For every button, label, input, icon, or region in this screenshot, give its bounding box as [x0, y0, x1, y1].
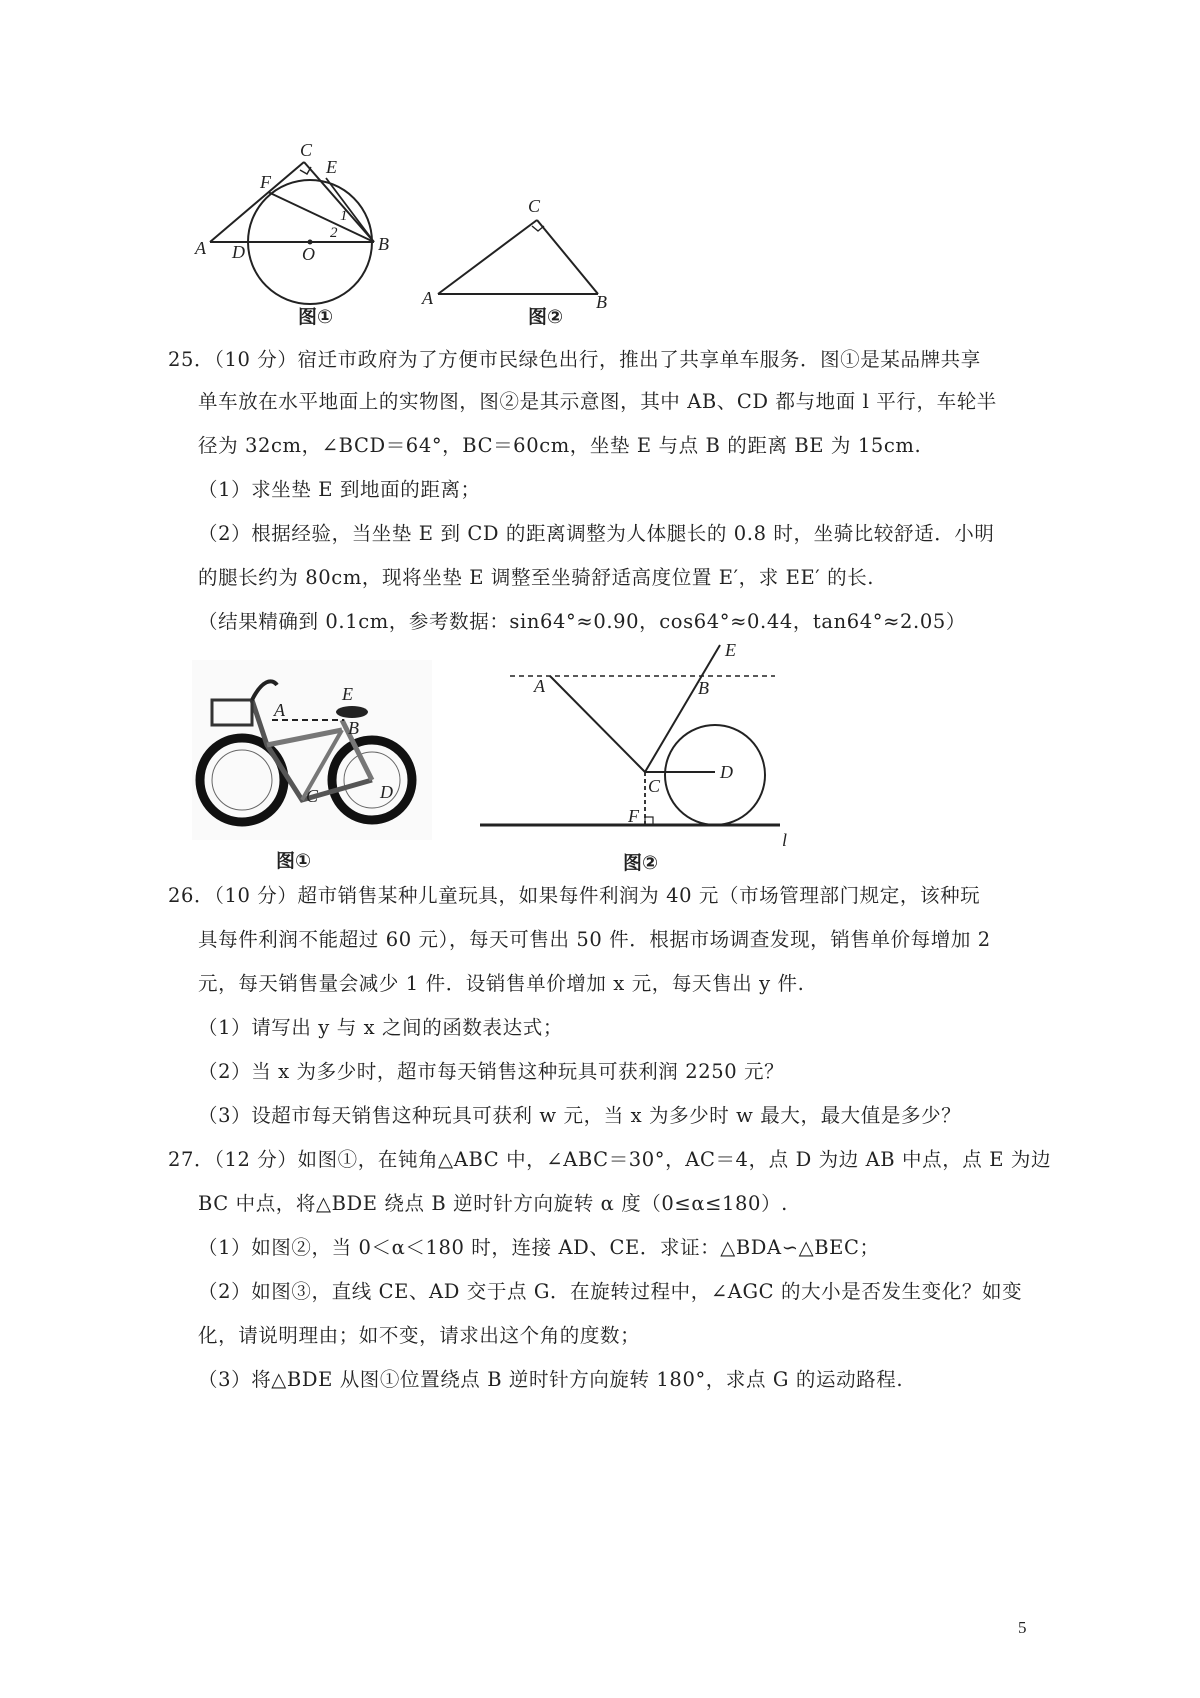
label-B: B [596, 292, 607, 310]
top-figure-1 [190, 140, 400, 370]
label-B: B [378, 234, 389, 254]
q25-line-2: 单车放在水平地面上的实物图，图②是其示意图，其中 AB、CD 都与地面 l 平行，车轮半 [198, 390, 997, 413]
photo-caption: 图① [276, 850, 312, 872]
photo-label-C: C [306, 786, 319, 806]
photo-label-E: E [342, 684, 353, 704]
q25-line-6: 的腿长约为 80cm，现将坐垫 E 调整至坐骑舒适高度位置 E′，求 EE′ 的长. [198, 566, 875, 589]
q26-line-3: 元，每天销售量会减少 1 件．设销售单价增加 x 元，每天售出 y 件. [198, 972, 805, 995]
q27-line-2: BC 中点，将△BDE 绕点 B 逆时针方向旋转 α 度（0≤α≤180）. [198, 1192, 788, 1215]
bike-photo-drawing [192, 660, 432, 840]
q27-sub-1: （1）如图②，当 0＜α＜180 时，连接 AD、CE．求证：△BDA∽△BEC； [198, 1236, 880, 1259]
top-figure-2 [420, 180, 640, 370]
schematic-label-C: C [648, 776, 661, 796]
schematic-label-F: F [628, 806, 639, 826]
label-C: C [528, 196, 541, 216]
photo-label-D: D [380, 782, 393, 802]
photo-label-A: A [274, 700, 285, 720]
q26-line-2: 具每件利润不能超过 60 元），每天可售出 50 件．根据市场调查发现，销售单价每增加 2 [198, 928, 991, 951]
question-26 [168, 882, 1048, 1132]
question-25 [168, 346, 1048, 646]
q26-sub-1: （1）请写出 y 与 x 之间的函数表达式； [198, 1016, 563, 1039]
schematic-label-E: E [725, 640, 736, 660]
label-O: O [302, 244, 315, 264]
q27-sub-2: （2）如图③，直线 CE、AD 交于点 G．在旋转过程中，∠AGC 的大小是否发生变化？如变 [198, 1280, 1023, 1303]
figure-caption: 图① [298, 306, 334, 328]
page-number: 5 [1018, 1618, 1027, 1637]
angle-label-2: 2 [330, 225, 338, 241]
q27-line-1: 27．（12 分）如图①，在钝角△ABC 中，∠ABC＝30°，AC＝4，点 D 为边 AB 中点，点 E 为边 [168, 1148, 1052, 1171]
q27-line-5: 化，请说明理由；如不变，请求出这个角的度数； [198, 1324, 641, 1347]
label-A: A [422, 288, 433, 308]
q26-sub-3: （3）设超市每天销售这种玩具可获利 w 元，当 x 为多少时 w 最大，最大值是多少？ [198, 1104, 962, 1127]
q27-sub-3: （3）将△BDE 从图①位置绕点 B 逆时针方向旋转 180°，求点 G 的运动路程. [198, 1368, 904, 1391]
q25-line-1: 25．（10 分）宿迁市政府为了方便市民绿色出行，推出了共享单车服务．图①是某品牌共享 [168, 348, 981, 371]
q25-line-3: 径为 32cm，∠BCD＝64°，BC＝60cm，坐垫 E 与点 B 的距离 BE 为 15cm. [198, 434, 922, 457]
q25-sub-1: （1）求坐垫 E 到地面的距离； [198, 478, 481, 501]
ground-label-l: l [782, 830, 788, 850]
label-F: F [260, 172, 271, 192]
q25-reference-data: （结果精确到 0.1cm，参考数据：sin64°≈0.90，cos64°≈0.44，tan64°≈2.05） [198, 610, 966, 633]
q25-sub-2: （2）根据经验，当坐垫 E 到 CD 的距离调整为人体腿长的 0.8 时，坐骑比较舒适．小明 [198, 522, 995, 545]
schematic-label-B: B [698, 678, 709, 698]
q26-line-1: 26．（10 分）超市销售某种儿童玩具，如果每件利润为 40 元（市场管理部门规定，该种玩 [168, 884, 981, 907]
bike-photo [192, 660, 452, 880]
schematic-label-D: D [720, 762, 733, 782]
bike-schematic-drawing [480, 640, 820, 850]
circle-triangle-diagram [190, 140, 400, 330]
right-triangle-diagram [420, 180, 640, 310]
label-E: E [326, 157, 337, 177]
figure-caption: 图② [528, 306, 564, 328]
q26-sub-2: （2）当 x 为多少时，超市每天销售这种玩具可获利润 2250 元？ [198, 1060, 785, 1083]
angle-label-1: 1 [340, 208, 348, 224]
schematic-caption: 图② [623, 852, 659, 874]
label-D: D [232, 242, 245, 262]
schematic-label-A: A [534, 676, 545, 696]
bike-schematic [480, 640, 820, 880]
label-A: A [195, 238, 206, 258]
question-27 [168, 1146, 1052, 1406]
label-C: C [300, 140, 313, 160]
photo-label-B: B [348, 718, 359, 738]
